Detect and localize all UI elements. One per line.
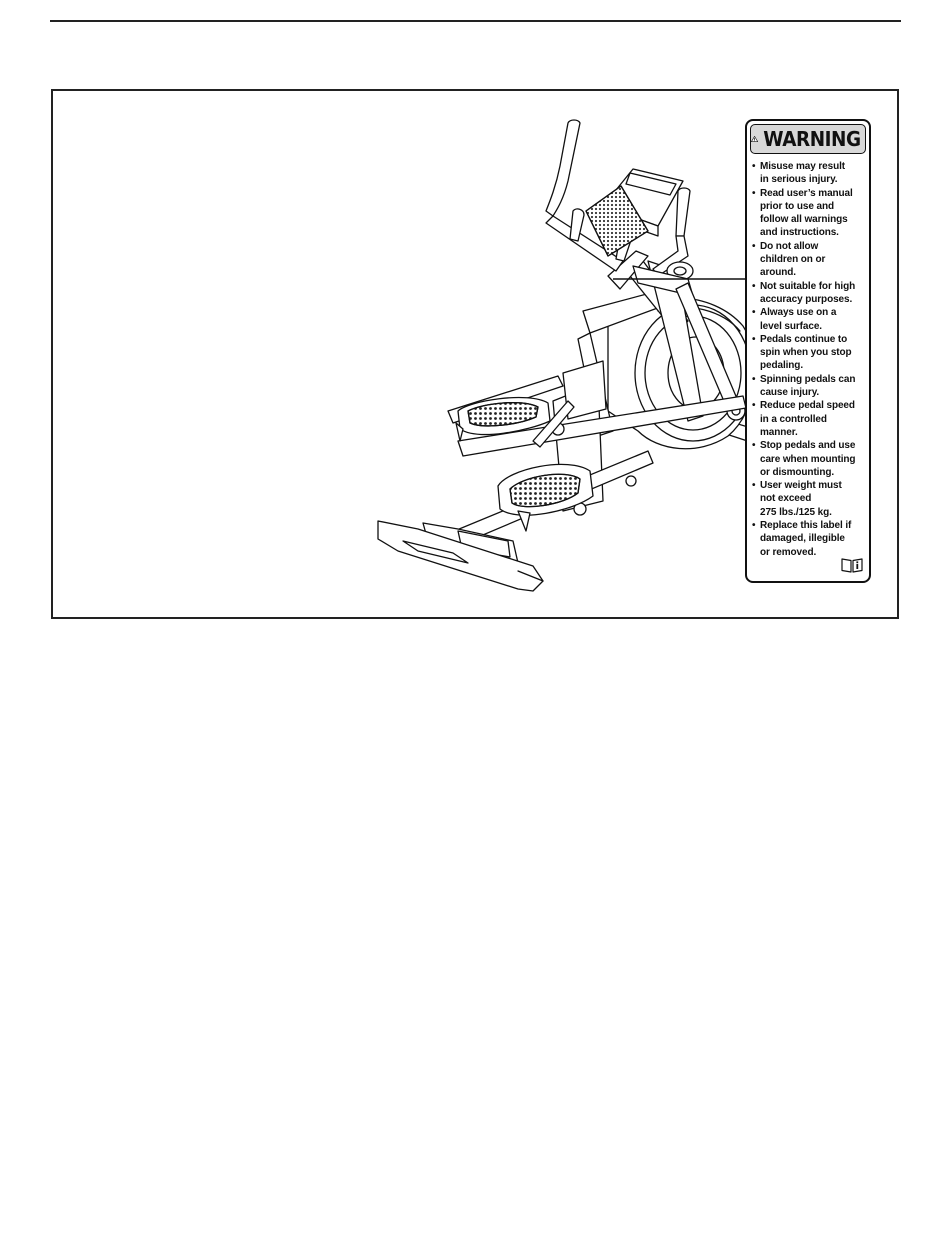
figure-box xyxy=(51,89,899,619)
warning-item: • Misuse may result in serious injury. xyxy=(753,160,869,187)
warning-item: • Stop pedals and use care when mounting or dismounting. xyxy=(753,439,869,479)
warning-item: • Reduce pedal speed in a controlled manner. xyxy=(753,399,869,439)
warning-triangle-icon xyxy=(751,130,758,148)
warning-item: • Spinning pedals can cause injury. xyxy=(753,373,869,400)
elliptical-machine-illustration xyxy=(358,111,778,606)
warning-item: • Read user’s manual prior to use and follow all warnings and instructions. xyxy=(753,187,869,240)
warning-item: • Pedals continue to spin when you stop pedaling. xyxy=(753,333,869,373)
warning-header xyxy=(750,124,866,154)
warning-item: • Do not allow children on or around. xyxy=(753,240,869,280)
label-leader-line xyxy=(613,271,753,291)
warning-title: WARNING xyxy=(763,127,861,151)
warning-label xyxy=(745,119,871,583)
warning-item: • Always use on a level surface. xyxy=(753,306,869,333)
warning-item: • Not suitable for high accuracy purposes. xyxy=(753,280,869,307)
warning-list xyxy=(747,160,869,559)
warning-item: • User weight must not exceed 275 lbs./125 kg. xyxy=(753,479,869,519)
warning-item: • Replace this label if damaged, illegible or removed. xyxy=(753,519,869,559)
header-rule xyxy=(50,20,901,22)
manual-info-icon xyxy=(841,557,863,573)
